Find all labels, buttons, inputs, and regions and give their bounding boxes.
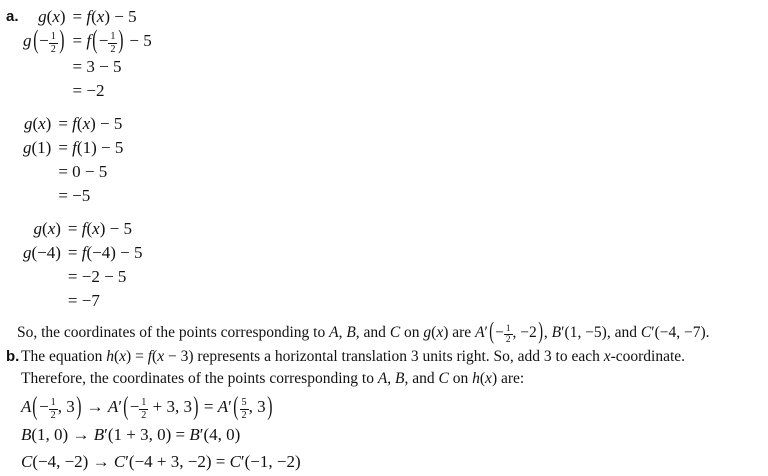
coordinate-mappings <box>21 393 685 475</box>
equation-rhs: = f(x) − 5 <box>72 7 137 26</box>
part-b-sentence-1: The equation h(x) = f(x − 3) represents a horizontal translation 3 units right. So, add 3 to each x-coordinate. <box>21 348 686 366</box>
equation-lhs: g(x) <box>23 114 52 134</box>
part-a-conclusion: So, the coordinates of the points corresponding to A, B, and C on g(x) are A′(− $\frac{1}{2}$ , −2), B′(1, −5), and C′(−4, −7). <box>17 318 710 346</box>
equation-lhs <box>23 265 61 289</box>
equation-lhs <box>23 289 61 313</box>
equation-block-point-a <box>23 5 152 103</box>
part-a-section <box>6 5 768 322</box>
equation-lhs: g(x) <box>38 7 66 26</box>
mapping-line-b: B(1, 0) → B′(1 + 3, 0) = B′(4, 0) <box>21 425 241 445</box>
equation-lhs <box>23 79 66 103</box>
equation-block-point-c <box>23 217 152 313</box>
equation-block-point-b <box>23 112 152 208</box>
mapping-line-c: C(−4, −2) → C′(−4 + 3, −2) = C′(−1, −2) <box>21 452 301 472</box>
equation-rhs: = −7 <box>67 291 100 311</box>
equation-rhs: = 0 − 5 <box>58 162 108 182</box>
part-a-work <box>23 5 152 322</box>
part-b-sentence-2: Therefore, the coordinates of the points corresponding to A, B, and C on h(x) are: <box>21 370 525 388</box>
equation-rhs: = 3 − 5 <box>72 57 122 77</box>
equation-lhs: g(x) <box>33 219 61 239</box>
equation-lhs: g(−4) <box>23 243 61 263</box>
equation-rhs: = −2 − 5 <box>67 267 127 287</box>
equation-rhs: = f(x) − 5 <box>58 114 123 134</box>
part-b-label: b. <box>6 348 20 366</box>
equation-lhs <box>23 184 51 208</box>
equation-lhs: g(1) <box>23 138 52 158</box>
equation-rhs: = f(x) − 5 <box>67 219 132 239</box>
equation-lhs <box>23 160 51 184</box>
mapping-line-a: A(− $\frac{1}{2}$ , 3) → A′(− $\frac{1}{2}$ + 3, 3) = A′( $\frac{5}{2}$ , 3) <box>21 391 273 421</box>
equation-lhs: g(− $\frac{1}{2}$ ) <box>23 24 65 55</box>
equation-rhs: = f(− $\frac{1}{2}$ ) − 5 <box>72 24 152 55</box>
equation-rhs: = f(−4) − 5 <box>67 243 143 263</box>
part-a-label: a. <box>6 8 19 25</box>
equation-rhs: = −2 <box>72 81 105 101</box>
equation-rhs: = f(1) − 5 <box>58 138 124 158</box>
equation-rhs: = −5 <box>58 186 91 206</box>
part-b-work <box>21 346 685 475</box>
part-b-section <box>6 346 768 475</box>
